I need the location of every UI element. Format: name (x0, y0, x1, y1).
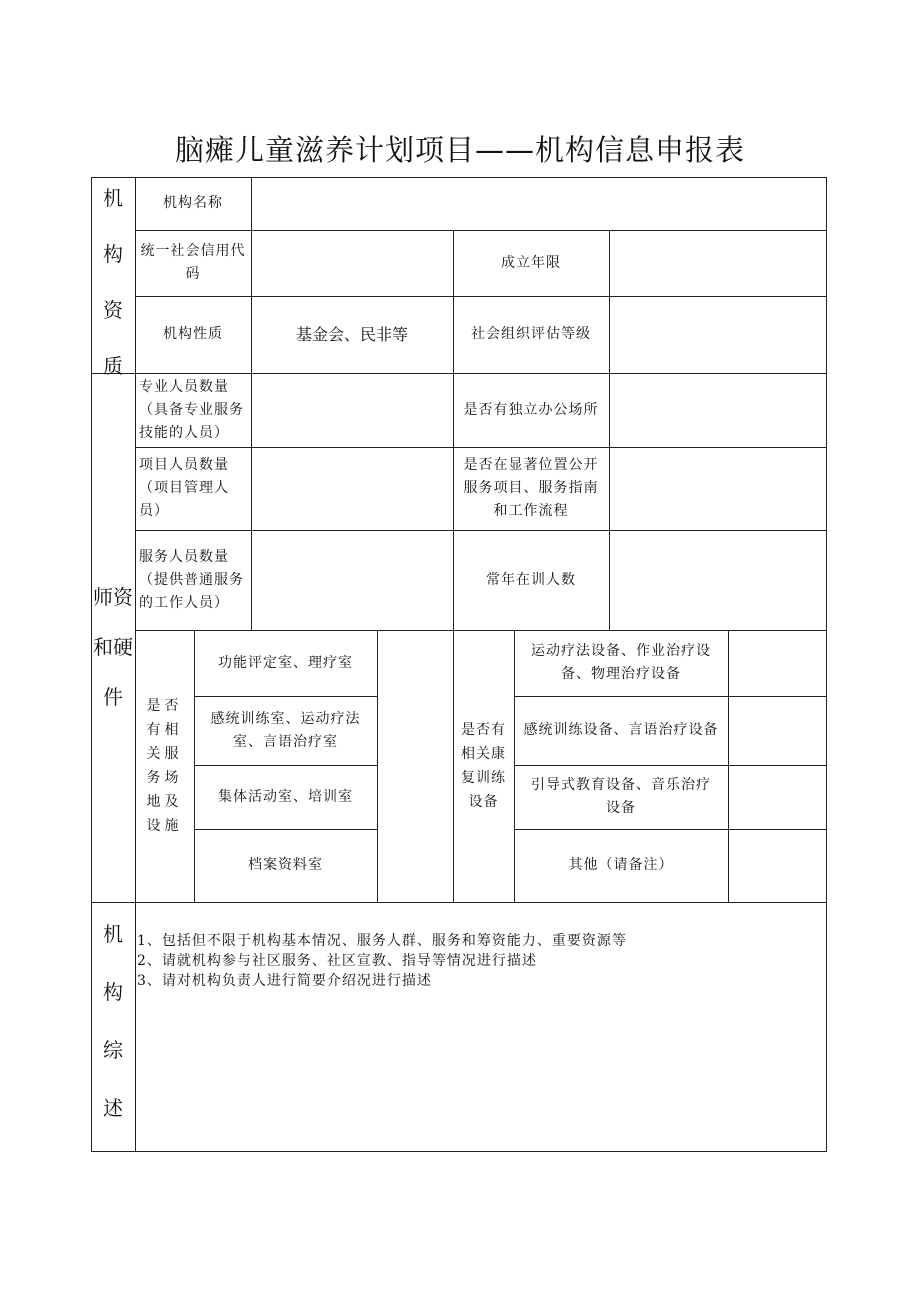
equipment-check-field[interactable] (728, 765, 826, 829)
equipment-item: 运动疗法设备、作业治疗设备、物理治疗设备 (531, 643, 711, 682)
summary-notes[interactable] (137, 931, 627, 991)
venue-check-field[interactable] (377, 696, 453, 765)
equipment-item: 引导式教育设备、音乐治疗设备 (531, 777, 711, 816)
page-title: 脑瘫儿童滋养计划项目——机构信息申报表 (174, 133, 745, 167)
section-staff-hardware-label: 师资 和硬 件 (93, 585, 133, 709)
summary-note: 2、请就机构参与社区服务、社区宣教、指导等情况进行描述 (137, 953, 537, 969)
equipment-item: 感统训练设备、言语治疗设备 (523, 722, 719, 738)
section-summary-label: 机 构 综 述 (103, 922, 123, 1120)
equipment-check-field[interactable] (728, 630, 826, 696)
venue-check-field[interactable] (377, 630, 453, 696)
summary-note: 1、包括但不限于机构基本情况、服务人群、服务和筹资能力、重要资源等 (137, 933, 627, 949)
pro-staff-label: 专业人员数量（具备专业服务技能的人员） (139, 378, 244, 441)
section-qualification-label: 机 构 资 质 (103, 186, 123, 378)
venue-item: 集体活动室、培训室 (218, 788, 353, 805)
service-staff-label: 服务人员数量（提供普通服务的工作人员） (139, 548, 244, 611)
equipment-check-field[interactable] (728, 696, 826, 765)
publicity-field[interactable] (609, 447, 826, 530)
credit-code-field[interactable] (251, 230, 453, 296)
rating-field[interactable] (609, 296, 826, 373)
org-name-label: 机构名称 (163, 195, 223, 211)
application-form-table (91, 177, 827, 1152)
equipment-item: 其他（请备注） (568, 857, 674, 873)
venue-item: 功能评定室、理疗室 (218, 654, 353, 671)
service-staff-field[interactable] (251, 530, 453, 630)
pro-staff-field[interactable] (251, 373, 453, 447)
equipment-group-label: 是否有相关康复训练设备 (461, 722, 506, 810)
venue-item: 档案资料室 (248, 857, 323, 873)
years-label: 成立年限 (501, 254, 561, 271)
equipment-check-field[interactable] (728, 829, 826, 902)
office-label: 是否有独立办公场所 (463, 401, 599, 418)
nature-field[interactable]: 基金会、民非等 (295, 325, 408, 344)
years-field[interactable] (609, 230, 826, 296)
project-staff-label: 项目人员数量（项目管理人员） (139, 457, 229, 519)
venues-group-label: 是否有相关服务场地及设施 (146, 698, 183, 834)
venue-check-field[interactable] (377, 765, 453, 829)
rating-label: 社会组织评估等级 (471, 326, 591, 342)
trainees-label: 常年在训人数 (486, 571, 576, 588)
trainees-field[interactable] (609, 530, 826, 630)
org-name-field[interactable] (251, 177, 826, 230)
nature-label: 机构性质 (163, 326, 223, 342)
project-staff-field[interactable] (251, 447, 453, 530)
venue-check-field[interactable] (377, 829, 453, 902)
credit-code-label: 统一社会信用代码 (140, 243, 246, 282)
publicity-label: 是否在显著位置公开服务项目、服务指南和工作流程 (463, 457, 599, 519)
office-field[interactable] (609, 373, 826, 447)
venue-item: 感统训练室、运动疗法室、言语治疗室 (210, 710, 361, 750)
summary-note: 3、请对机构负责人进行简要介绍况进行描述 (137, 973, 432, 989)
